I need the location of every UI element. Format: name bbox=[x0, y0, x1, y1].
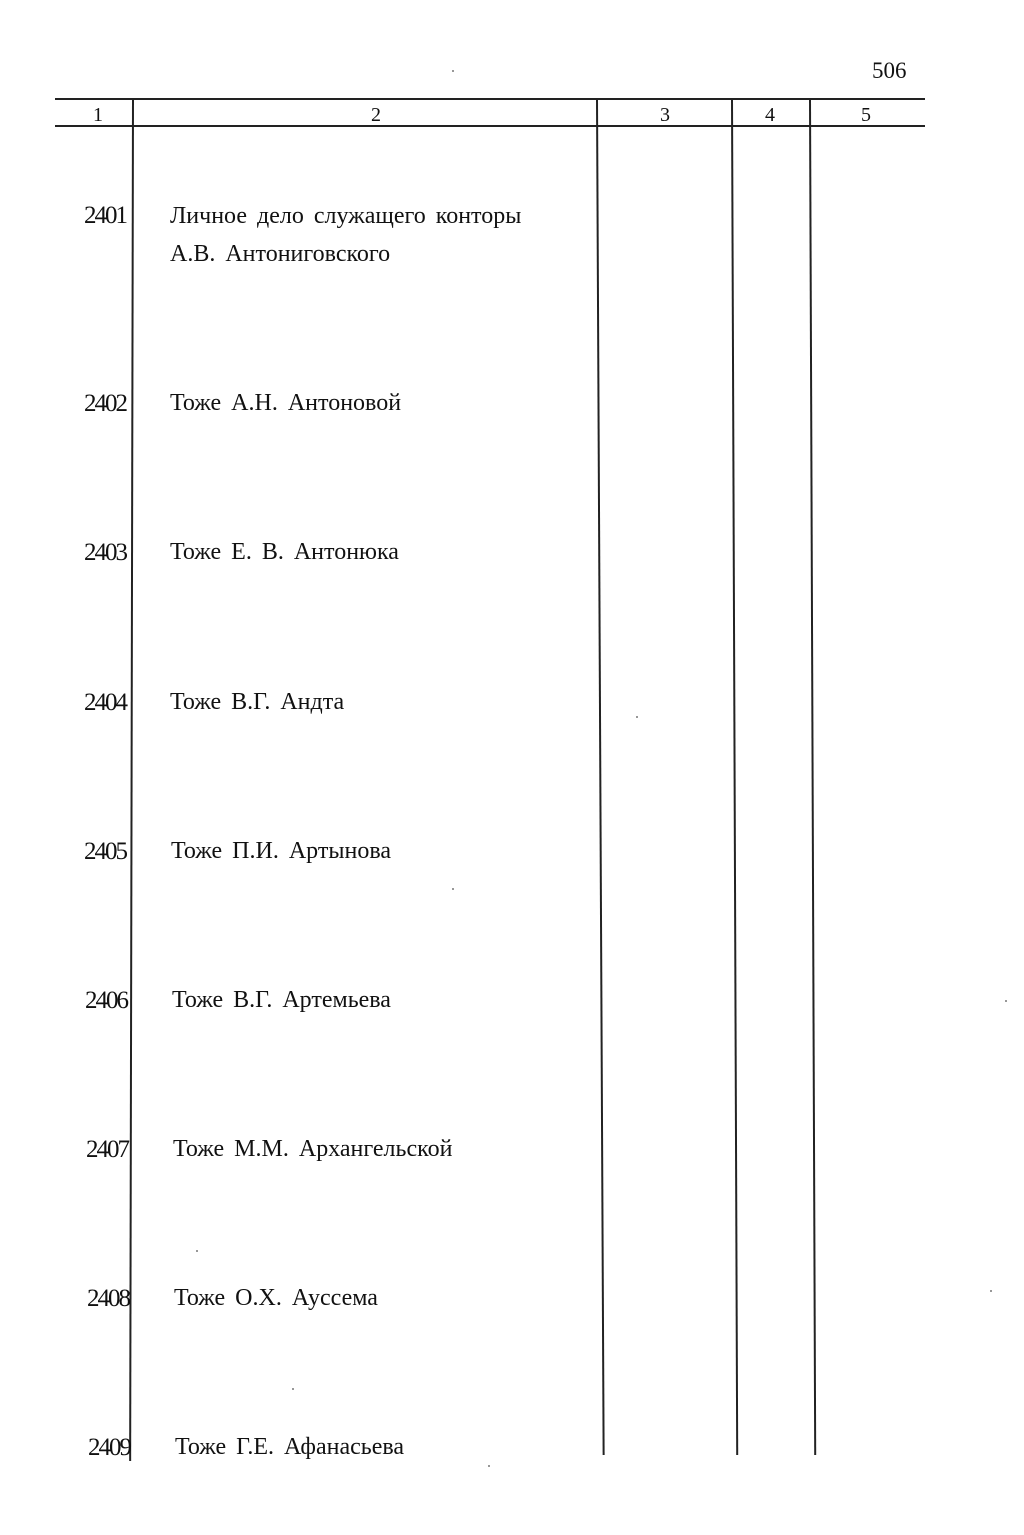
scan-speck bbox=[488, 1465, 490, 1467]
scan-speck bbox=[196, 1250, 198, 1252]
column-divider-1 bbox=[129, 99, 134, 1461]
row-number: 2404 bbox=[84, 689, 126, 716]
scan-speck bbox=[636, 716, 638, 718]
column-header-1: 1 bbox=[93, 104, 103, 126]
row-title bbox=[170, 197, 565, 273]
row-title: Тоже О.Х. Ауссема bbox=[174, 1285, 378, 1311]
scan-speck bbox=[990, 1290, 992, 1292]
row-title-line: Личное дело служащего конторы bbox=[170, 203, 522, 229]
row-title-line: А.В. Антониговского bbox=[170, 241, 391, 267]
header-bottom-rule bbox=[55, 125, 925, 127]
scan-speck bbox=[1005, 1000, 1007, 1002]
column-divider-4 bbox=[809, 99, 816, 1455]
column-header-3: 3 bbox=[660, 104, 670, 126]
row-title: Тоже Г.Е. Афанасьева bbox=[175, 1434, 405, 1460]
row-title: Тоже В.Г. Андта bbox=[170, 689, 345, 715]
scan-speck bbox=[452, 888, 454, 890]
scan-speck bbox=[292, 1388, 294, 1390]
row-number: 2403 bbox=[84, 539, 126, 566]
row-number: 2401 bbox=[84, 202, 126, 229]
row-number: 2408 bbox=[87, 1285, 129, 1312]
scan-speck bbox=[452, 70, 454, 72]
row-title: Тоже Е. В. Антонюка bbox=[170, 539, 399, 565]
column-header-5: 5 bbox=[861, 104, 871, 126]
row-title: Тоже В.Г. Артемьева bbox=[172, 987, 391, 1013]
row-number: 2402 bbox=[84, 390, 126, 417]
row-title: Тоже П.И. Артынова bbox=[171, 838, 391, 864]
header-top-rule bbox=[55, 98, 925, 100]
row-number: 2406 bbox=[85, 987, 127, 1014]
column-header-4: 4 bbox=[765, 104, 775, 126]
page-number: 506 bbox=[872, 58, 907, 83]
row-title: Тоже А.Н. Антоновой bbox=[170, 390, 402, 416]
column-divider-2 bbox=[596, 99, 605, 1455]
row-number: 2409 bbox=[88, 1434, 130, 1461]
row-title: Тоже М.М. Архангельской bbox=[173, 1136, 453, 1162]
column-header-2: 2 bbox=[371, 104, 381, 126]
row-number: 2407 bbox=[86, 1136, 128, 1163]
column-divider-3 bbox=[731, 99, 738, 1455]
row-number: 2405 bbox=[84, 838, 126, 865]
